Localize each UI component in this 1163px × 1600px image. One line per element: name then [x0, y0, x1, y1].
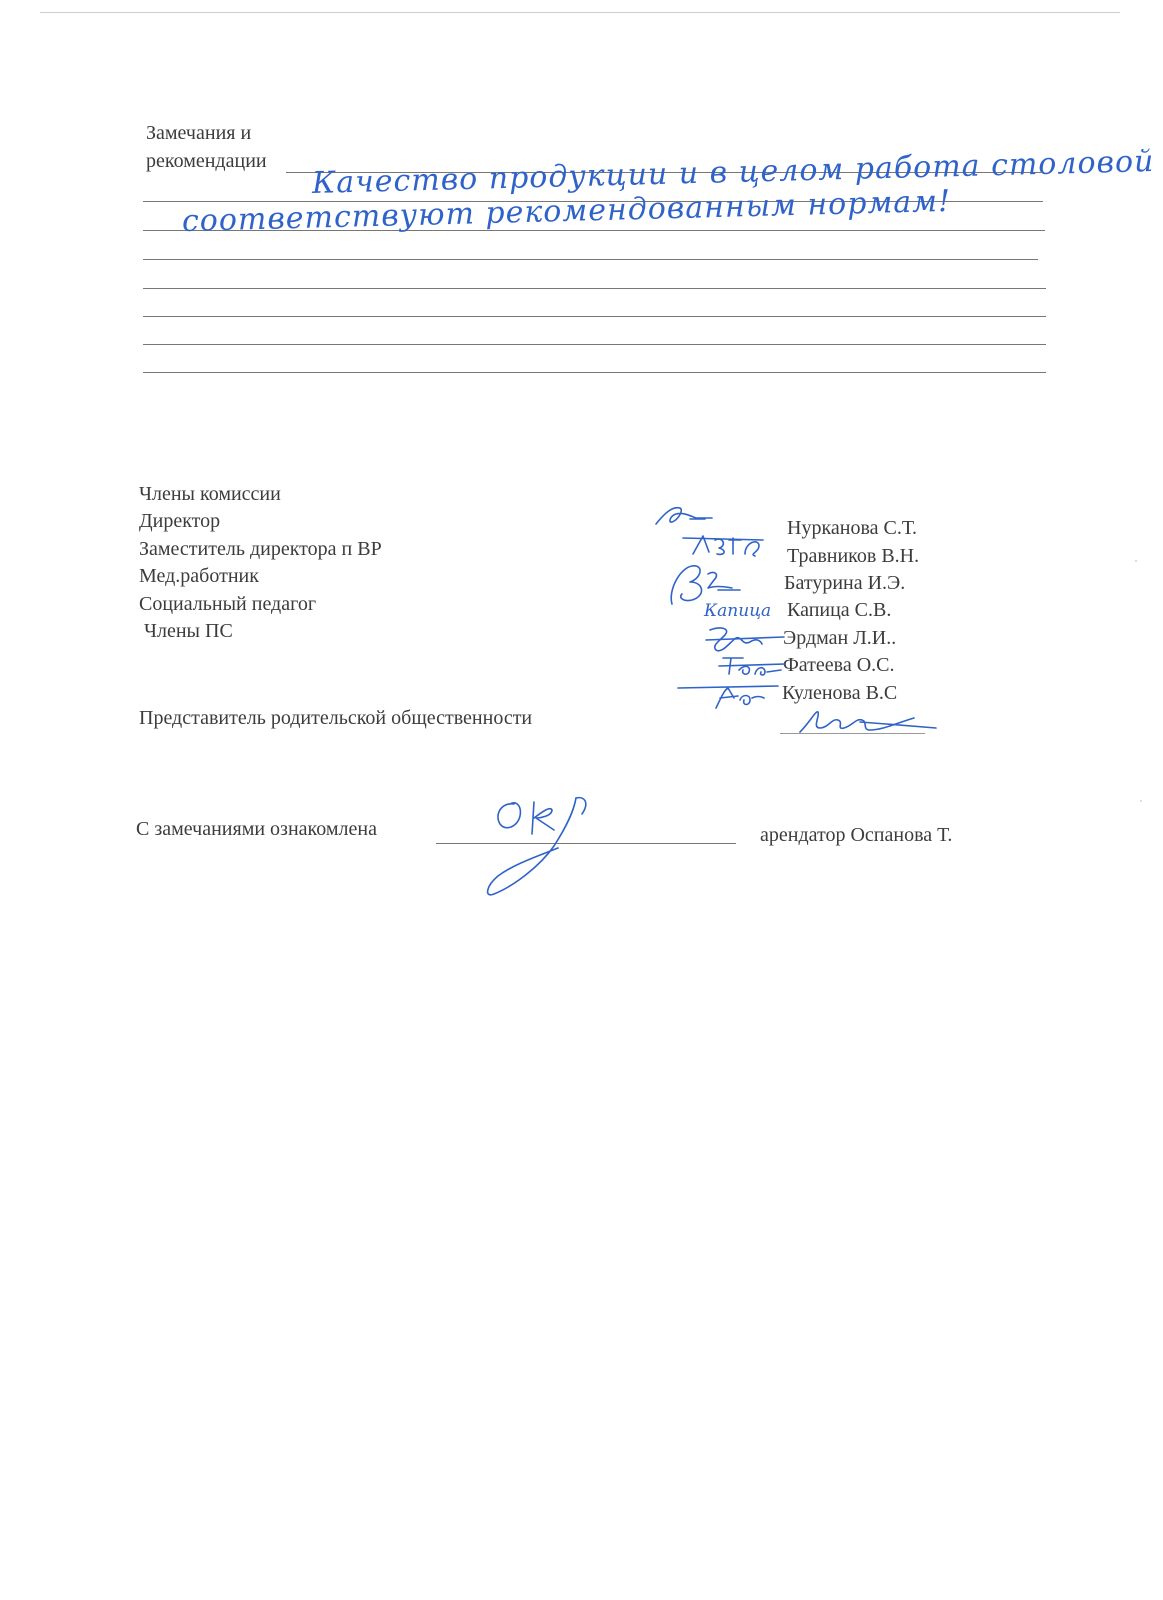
role-ps-members: Члены ПС [144, 620, 233, 642]
remarks-label-line1: Замечания и [146, 122, 252, 144]
remarks-rule-8 [143, 372, 1046, 373]
parent-rep-label: Представитель родительской общественности [139, 707, 533, 729]
remarks-rule-4 [143, 259, 1038, 260]
role-social-pedagogue: Социальный педагог [139, 593, 317, 615]
member-kulenova: Куленова В.С [782, 682, 898, 704]
page-top-edge [40, 12, 1120, 13]
commission-heading: Члены комиссии [139, 483, 281, 505]
member-travnikov: Травников В.Н. [787, 545, 920, 567]
handwritten-remark-line1: Качество продукции и в целом работа столовой [311, 143, 1155, 201]
member-fateeva: Фатеева О.С. [783, 654, 895, 676]
signature-nurkanova [650, 500, 790, 530]
member-nurkanova: Нурканова С.Т. [787, 517, 918, 539]
remarks-label-line2: рекомендации [146, 150, 267, 172]
handwritten-remark-line2: соответствуют рекомендованным нормам! [181, 183, 952, 239]
remarks-rule-6 [143, 316, 1046, 317]
remarks-rule-7 [143, 344, 1046, 345]
role-medical-worker: Мед.работник [139, 565, 259, 587]
acknowledgement-name: арендатор Оспанова Т. [760, 824, 953, 846]
acknowledgement-label: С замечаниями ознакомлена [136, 818, 377, 840]
member-erdman: Эрдман Л.И.. [783, 627, 897, 649]
scan-speck [1135, 560, 1137, 562]
role-director: Директор [139, 510, 221, 532]
member-baturina: Батурина И.Э. [784, 572, 906, 594]
signature-kulenova [672, 678, 787, 712]
signature-ospanova [478, 790, 608, 900]
scan-speck [1140, 800, 1142, 802]
member-kapitsa: Капица С.В. [787, 599, 892, 621]
signature-kapitsa [700, 596, 790, 626]
signature-kapitsa-text: Капица [704, 601, 772, 621]
signature-parent-rep [790, 704, 940, 738]
remarks-rule-5 [143, 288, 1046, 289]
signature-travnikov [675, 528, 785, 558]
role-deputy-director: Заместитель директора п ВР [139, 538, 382, 560]
